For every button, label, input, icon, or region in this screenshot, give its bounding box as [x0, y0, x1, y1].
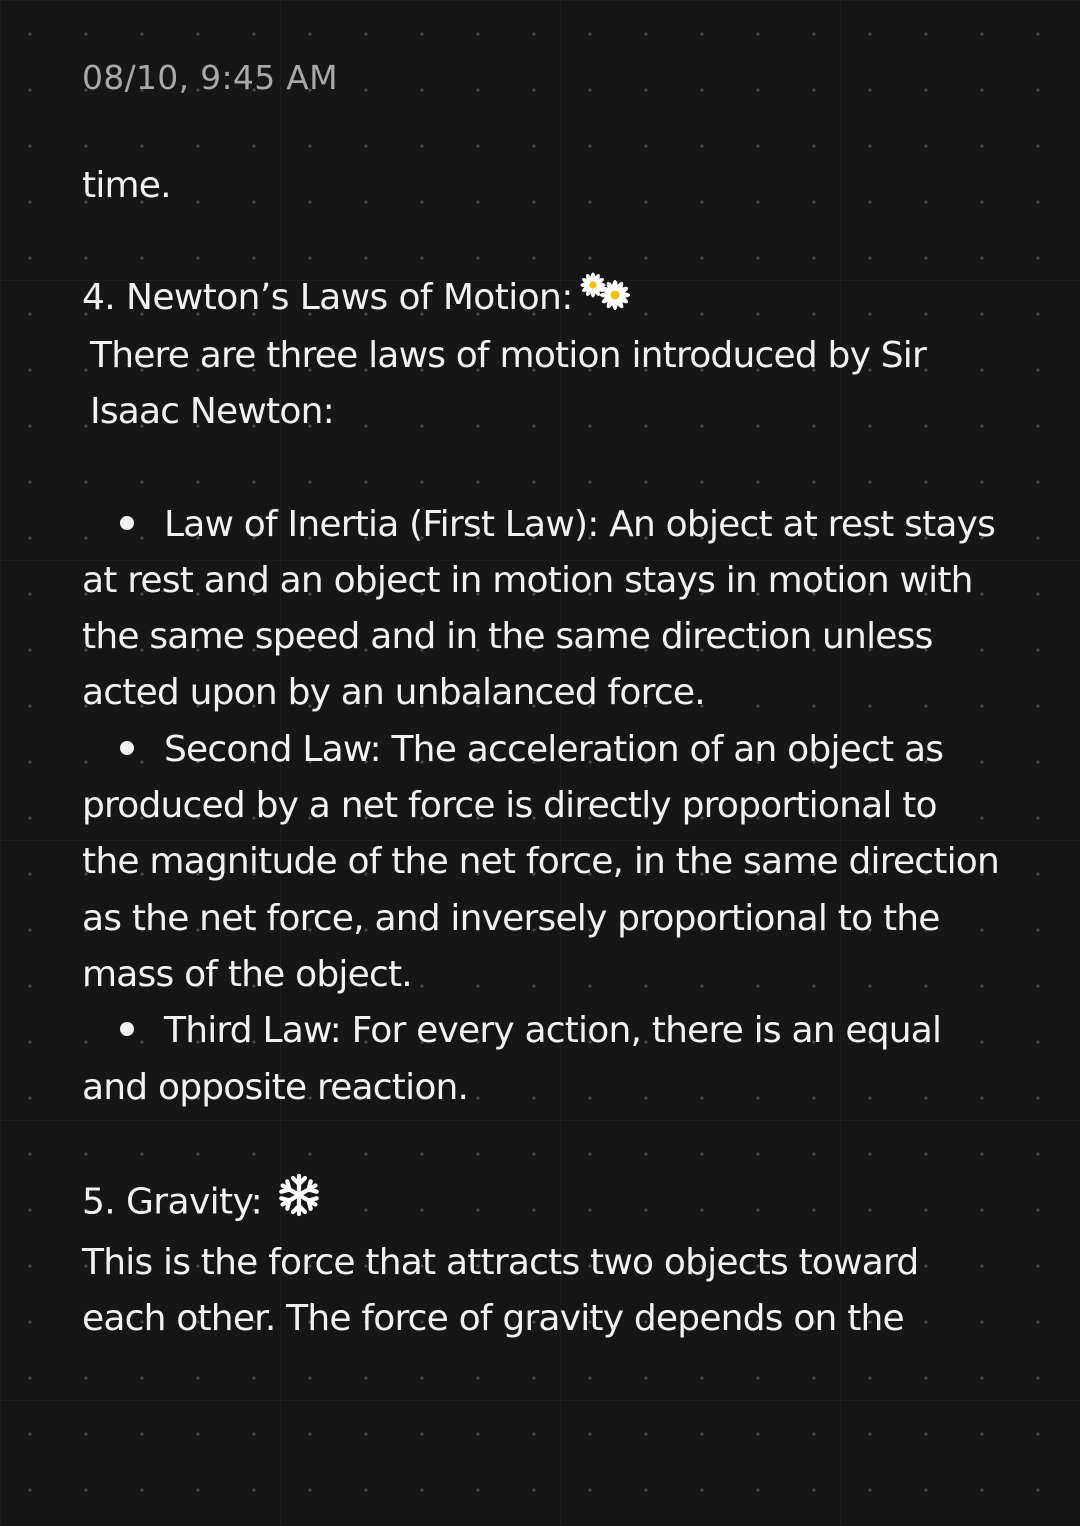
section-heading-gravity: [82, 1172, 1002, 1235]
list-item-first-law: [82, 497, 1002, 722]
section-heading-newtons-laws: [82, 270, 1002, 328]
spacer: [82, 441, 1002, 497]
spacer: [82, 214, 1002, 270]
spacer: [82, 1116, 1002, 1172]
snowflake-icon: [276, 1172, 322, 1235]
list-item-text: Law of Inertia (First Law): An object at rest stays at rest and an object in motion stays in motion with the same speed and in the same direction unless acted upon by an unbalanced force.: [82, 503, 996, 714]
daisy-flowers-icon: [577, 271, 637, 328]
note-timestamp: 08/10, 9:45 AM: [82, 58, 338, 97]
list-item-text: Second Law: The acceleration of an object as produced by a net force is directly proportional to the magnitude of the net force, in the same direction as the net force, and inversely proportional to the mass of the object.: [82, 728, 1000, 995]
section-heading-text: 4. Newton’s Laws of Motion:: [82, 277, 573, 319]
section-heading-text: 5. Gravity:: [82, 1181, 263, 1223]
list-item-third-law: [82, 1003, 1002, 1116]
section-intro-newtons-laws: There are three laws of motion introduced by Sir Isaac Newton:: [90, 334, 926, 433]
bullet-icon: [120, 741, 134, 755]
list-item-text: Third Law: For every action, there is an equal and opposite reaction.: [82, 1010, 942, 1108]
list-item-second-law: [82, 722, 1002, 1003]
bullet-icon: [120, 1022, 134, 1036]
note-body[interactable]: [82, 158, 1002, 1348]
section-intro-gravity: This is the force that attracts two objects toward each other. The force of gravity depends on the: [82, 1242, 919, 1340]
opening-fragment: time.: [82, 165, 171, 206]
bullet-icon: [120, 516, 134, 530]
